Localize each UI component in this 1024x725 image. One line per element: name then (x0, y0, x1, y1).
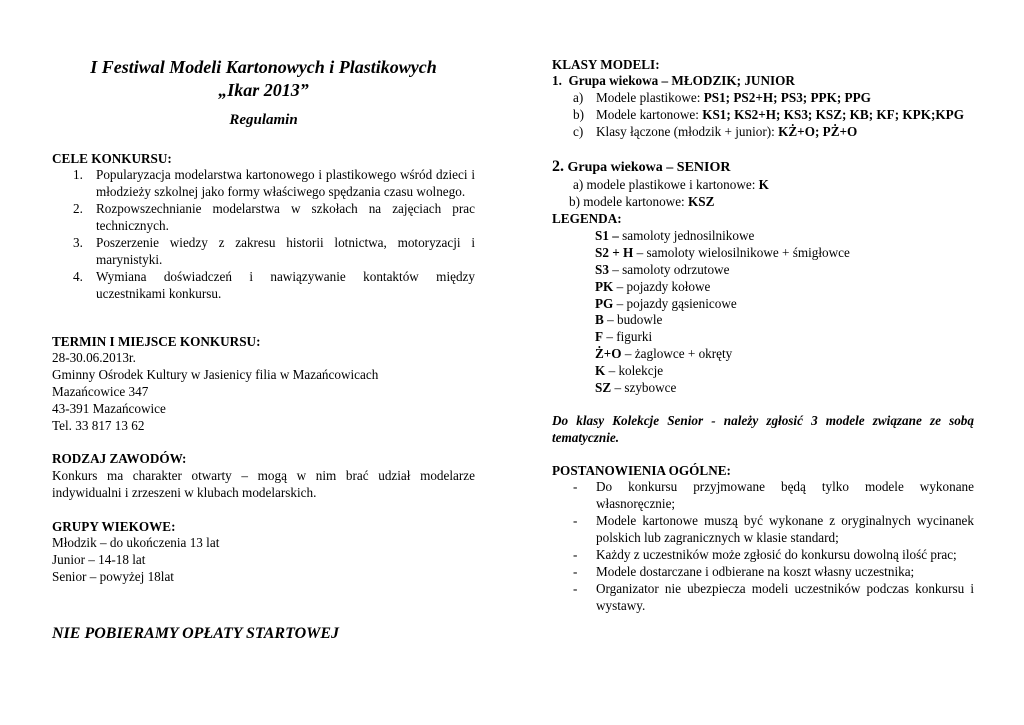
legend-desc: – samoloty wielosilnikowe + śmigłowce (633, 245, 850, 260)
rodzaj-text: Konkurs ma charakter otwarty – mogą w nim brać udział modelarze indywidualni i zrzeszeni w klubach modelarskich. (52, 468, 475, 500)
list-item (552, 89, 974, 106)
legend-desc: – figurki (603, 329, 653, 344)
dash-bullet: - (573, 547, 578, 562)
legend-code: S3 (595, 262, 609, 277)
list-item (552, 123, 974, 140)
termin-date: 28-30.06.2013r. (52, 350, 136, 365)
item-text: Rozpowszechnianie modelarstwa w szkołach na zajęciach prac technicznych. (96, 201, 475, 233)
termin-venue: Gminny Ośrodek Kultury w Jasienicy filia w Mazańcowicach (52, 367, 379, 382)
group2-heading (552, 158, 730, 176)
klasy-heading: KLASY MODELI: (552, 57, 660, 72)
dash-bullet: - (573, 479, 578, 494)
legend-item (595, 379, 676, 396)
legend-desc: – kolekcje (605, 363, 664, 378)
legend-item (595, 345, 732, 362)
item-text: Modele kartonowe: (596, 107, 699, 122)
kolekcje-note: Do klasy Kolekcje Senior - należy zgłosić 3 modele związane ze sobą tematycznie. (552, 413, 974, 445)
legend-code: F (595, 329, 604, 344)
legend-item (595, 311, 662, 328)
cele-heading: CELE KONKURSU: (52, 151, 172, 166)
item-letter: c) (573, 124, 584, 139)
group2-number: 2. (552, 158, 564, 175)
item-text: Modele plastikowe: (596, 90, 701, 105)
legend-code: PK (595, 279, 614, 294)
item-letter: b) (573, 107, 584, 122)
item-text: Popularyzacja modelarstwa kartonowego i plastikowego wśród dzieci i młodzieży szkolnej jako formy właściwego spędzania czasu wolnego. (96, 167, 475, 199)
legend-item (595, 227, 754, 244)
list-item (552, 580, 974, 614)
item-text: a) modele plastikowe i kartonowe: (573, 177, 756, 192)
group2-item-a (573, 176, 769, 193)
grupy-senior: Senior – powyżej 18lat (52, 569, 174, 584)
legend-code: S2 + H (595, 245, 634, 260)
group1-label: Grupa wiekowa – MŁODZIK; JUNIOR (568, 73, 795, 88)
item-codes: KSZ (684, 194, 715, 209)
termin-phone: Tel. 33 817 13 62 (52, 418, 145, 433)
grupy-junior: Junior – 14-18 lat (52, 552, 146, 567)
legend-item (595, 362, 663, 379)
legend-desc: – żaglowce + okręty (621, 346, 733, 361)
legend-desc: – pojazdy kołowe (613, 279, 711, 294)
legend-code: B (595, 312, 604, 327)
group1-number: 1. (552, 73, 562, 88)
item-number: 4. (73, 269, 83, 284)
item-text: Modele kartonowe muszą być wykonane z oryginalnych wycinanek polskich lub zagranicznych w klasie standard; (596, 513, 974, 545)
list-item (552, 106, 974, 123)
rodzaj-heading: RODZAJ ZAWODÓW: (52, 451, 187, 466)
legenda-heading: LEGENDA: (552, 211, 622, 226)
document-title: I Festiwal Modeli Kartonowych i Plastikowych (90, 57, 437, 77)
legend-item (595, 261, 729, 278)
group1-classes (552, 89, 974, 140)
dash-bullet: - (573, 581, 578, 596)
grupy-mlodzik: Młodzik – do ukończenia 13 lat (52, 535, 220, 550)
legend-code: S1 – (595, 228, 619, 243)
legend-code: SZ (595, 380, 612, 395)
grupy-heading: GRUPY WIEKOWE: (52, 519, 176, 534)
legend-item (595, 244, 850, 261)
group2-item-b (569, 193, 714, 210)
list-item (552, 546, 974, 563)
list-item (552, 563, 974, 580)
list-item (52, 166, 475, 200)
legend-item (595, 278, 710, 295)
item-number: 3. (73, 235, 83, 250)
item-text: Poszerzenie wiedzy z zakresu historii lotnictwa, motoryzacji i marynistyki. (96, 235, 475, 267)
item-text: Modele dostarczane i odbierane na koszt własny uczestnika; (596, 564, 915, 579)
cele-list (52, 166, 475, 302)
postanowienia-list (552, 478, 974, 614)
item-codes: KŻ+O; PŻ+O (774, 124, 858, 139)
item-text: Klasy łączone (młodzik + junior): (596, 124, 775, 139)
item-codes: K (755, 177, 769, 192)
list-item (52, 268, 475, 302)
group1-heading (552, 72, 795, 89)
legend-desc: – pojazdy gąsienicowe (613, 296, 737, 311)
list-item (552, 512, 974, 546)
event-name: „Ikar 2013” (218, 80, 309, 100)
item-text: Wymiana doświadczeń i nawiązywanie kontaktów między uczestnikami konkursu. (96, 269, 475, 301)
dash-bullet: - (573, 513, 578, 528)
termin-heading: TERMIN I MIEJSCE KONKURSU: (52, 334, 261, 349)
legend-code: PG (595, 296, 614, 311)
legend-desc: – samoloty odrzutowe (608, 262, 730, 277)
postanowienia-heading: POSTANOWIENIA OGÓLNE: (552, 463, 731, 478)
item-text: Organizator nie ubezpiecza modeli uczestników podczas konkursu i wystawy. (596, 581, 974, 613)
item-number: 1. (73, 167, 83, 182)
legend-item (595, 328, 652, 345)
item-number: 2. (73, 201, 83, 216)
legend-code: Ż+O (595, 346, 622, 361)
item-codes: KS1; KS2+H; KS3; KSZ; KB; KF; KPK;KPG (698, 107, 964, 122)
legend-item (595, 295, 737, 312)
legend-desc: samoloty jednosilnikowe (618, 228, 755, 243)
group2-label: Grupa wiekowa – SENIOR (567, 160, 731, 175)
list-item (52, 234, 475, 268)
legend-desc: – szybowce (611, 380, 677, 395)
list-item (552, 478, 974, 512)
dash-bullet: - (573, 564, 578, 579)
termin-address: Mazańcowice 347 (52, 384, 149, 399)
item-text: b) modele kartonowe: (569, 194, 685, 209)
item-codes: PS1; PS2+H; PS3; PPK; PPG (700, 90, 871, 105)
termin-postcode: 43-391 Mazańcowice (52, 401, 166, 416)
legend-desc: – budowle (603, 312, 663, 327)
item-letter: a) (573, 90, 584, 105)
legend-code: K (595, 363, 606, 378)
item-text: Każdy z uczestników może zgłosić do konkursu dowolną ilość prac; (596, 547, 957, 562)
fee-notice: NIE POBIERAMY OPŁATY STARTOWEJ (52, 625, 340, 642)
item-text: Do konkursu przyjmowane będą tylko modele wykonane własnoręcznie; (596, 479, 974, 511)
list-item (52, 200, 475, 234)
subtitle: Regulamin (229, 112, 298, 128)
